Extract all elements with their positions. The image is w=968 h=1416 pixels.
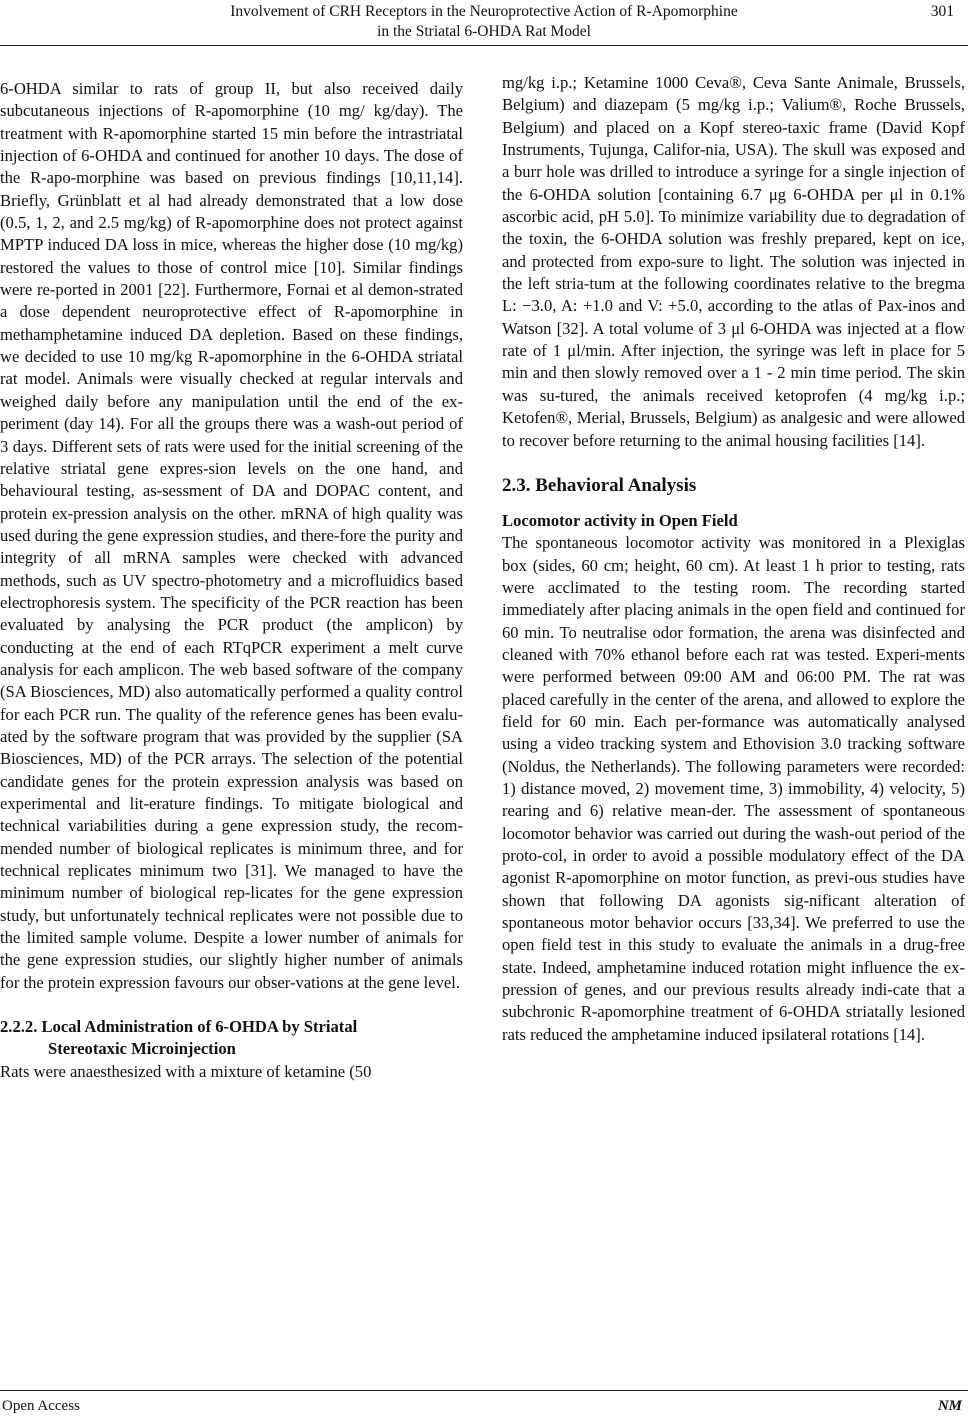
left-column — [0, 78, 463, 1083]
footer-open-access: Open Access — [2, 1398, 80, 1414]
body-paragraph: 6-OHDA similar to rats of group II, but also received daily subcutaneous injections of R-apomorphine (10 mg/ kg/day). The treatment with R-apomorphine started 15 min before the intrastriatal injection of 6-OHDA and continued for another 10 days. The dose of the R-apo-morphine was based on previous findings [10,11,14]. Briefly, Grünblatt et al had already demonstrated that a low dose (0.5, 1, 2, and 2.5 mg/kg) of R-apomorphine does not protect against MPTP induced DA loss in mice, whereas the higher dose (10 mg/kg) restored the values to those of control mice [10]. Similar findings were re-ported in 2001 [22]. Furthermore, Fornai et al demon-strated a dose dependent neuroprotective effect of R-apomorphine in methamphetamine induced DA depletion. Based on these findings, we decided to use 10 mg/kg R-apomorphine in the 6-OHDA striatal rat model. Animals were visually checked at regular intervals and weighed daily before any manipulation until the end of the ex-periment (day 14). For all the groups there was a wash-out period of 3 days. Different sets of rats were used for the initial screening of the relative striatal gene expres-sion levels on the one hand, and behavioural testing, as-sessment of DA and DOPAC content, and protein ex-pression analysis on the other. mRNA of high quality was used during the gene expression studies, and there-fore the purity and integrity of all mRNA samples were checked with advanced methods, such as UV spectro-photometry and a microfluidics based electrophoresis system. The specificity of the PCR reaction has been evaluated by analysing the PCR product (the amplicon) by conducting at the end of each RTqPCR experiment a melt curve analysis for each amplicon. The web based software of the company (SA Biosciences, MD) also automatically performed a quality control for each PCR run. The quality of the reference genes has been evalu-ated by the software program that was provided by the supplier (SA Biosciences, MD) of the PCR arrays. The selection of the potential candidate genes for the protein expression analysis was based on experimental and lit-erature findings. To mitigate biological and technical variabilities during a gene expression study, the recom-mended number of biological replicates is minimum three, and for technical replicates minimum two [31]. We managed to have the minimum number of biological rep-licates for the gene expression study, but unfortunately technical replicates were not possible due to the limited sample volume. Despite a lower number of animals for the gene expression studies, our slightly higher number of animals for the protein expression favours our obser-vations at the gene level. — [0, 79, 463, 992]
header-title — [120, 2, 848, 42]
page-number: 301 — [930, 3, 954, 20]
header-divider — [0, 45, 968, 46]
footer-journal-abbrev: NM — [937, 1398, 962, 1414]
header-title-line1: Involvement of CRH Receptors in the Neuroprotective Action of R-Apomorphine — [230, 3, 738, 20]
header-title-line2: in the Striatal 6-OHDA Rat Model — [377, 23, 591, 40]
section-heading-2-3: 2.3. Behavioral Analysis — [502, 474, 697, 496]
right-column — [502, 72, 965, 1046]
footer-divider — [0, 1390, 968, 1391]
section-heading-line2: Stereotaxic Microinjection — [48, 1039, 236, 1059]
body-paragraph: Rats were anaesthesized with a mixture of ketamine (50 — [0, 1061, 372, 1081]
body-paragraph: The spontaneous locomotor activity was monitored in a Plexiglas box (sides, 60 cm; height, 60 cm). At least 1 h prior to testing, rats were acclimated to the testing room. The recording started immediately after placing animals in the open field and continued for 60 min. To neutralise odor formation, the arena was disinfected and cleaned with 70% ethanol before each rat was tested. Experi-ments were performed between 09:00 AM and 06:00 PM. The rat was placed carefully in the center of the arena, and allowed to explore the field for 60 min. Each per-formance was automatically analysed using a video tracking system and Ethovision 3.0 tracking software (Noldus, the Netherlands). The following parameters were recorded: 1) distance moved, 2) movement time, 3) immobility, 4) velocity, 5) rearing and 6) relative mean-der. The assessment of spontaneous locomotor behavior was carried out during the wash-out period of the proto-col, in order to avoid a possible modulatory effect of the DA agonist R-apomorphine on motor function, as previ-ous studies have shown that following DA agonists sig-nificant alteration of spontaneous motor behavior occurs [33,34]. We preferred to use the open field test in this study to evaluate the animals in a drug-free state. Indeed, amphetamine induced rotation might influence the ex-pression of genes, and our previous results already indi-cate that a subchronic R-apomorphine treatment of 6-OHDA striatally lesioned rats reduced the amphetamine induced ipsilateral rotations [14]. — [502, 533, 965, 1044]
subheading-locomotor-activity: Locomotor activity in Open Field — [502, 510, 738, 530]
body-paragraph: mg/kg i.p.; Ketamine 1000 Ceva®, Ceva Sante Animale, Brussels, Belgium) and diazepam (5 mg/kg i.p.; Valium®, Roche Brussels, Belgium) and placed on a Kopf stereo-taxic frame (David Kopf Instruments, Tujunga, Califor-nia, USA). The skull was exposed and a burr hole was drilled to introduce a syringe for a single injection of the 6-OHDA solution [containing 6.7 μg 6-OHDA per μl in 0.1% ascorbic acid, pH 5.0]. To minimize variability due to degradation of the toxin, the 6-OHDA solution was freshly prepared, kept on ice, and protected from expo-sure to light. The solution was injected in the left stria-tum at the following coordinates relative to the bregma L: −3.0, A: +1.0 and V: +5.0, according to the atlas of Pax-inos and Watson [32]. A total volume of 3 μl 6-OHDA was injected at a flow rate of 1 μl/min. After injection, the syringe was left in place for 5 min and then slowly removed over a 1 - 2 min time period. The skin was su-tured, the animals received ketoprofen (4 mg/kg i.p.; Ketofen®, Merial, Brussels, Belgium) as analgesic and were allowed to recover before returning to the animal housing facilities [14]. — [502, 73, 965, 450]
section-heading-line1: 2.2.2. Local Administration of 6-OHDA by Striatal — [0, 1017, 358, 1037]
section-heading-2-2-2 — [0, 1016, 463, 1061]
